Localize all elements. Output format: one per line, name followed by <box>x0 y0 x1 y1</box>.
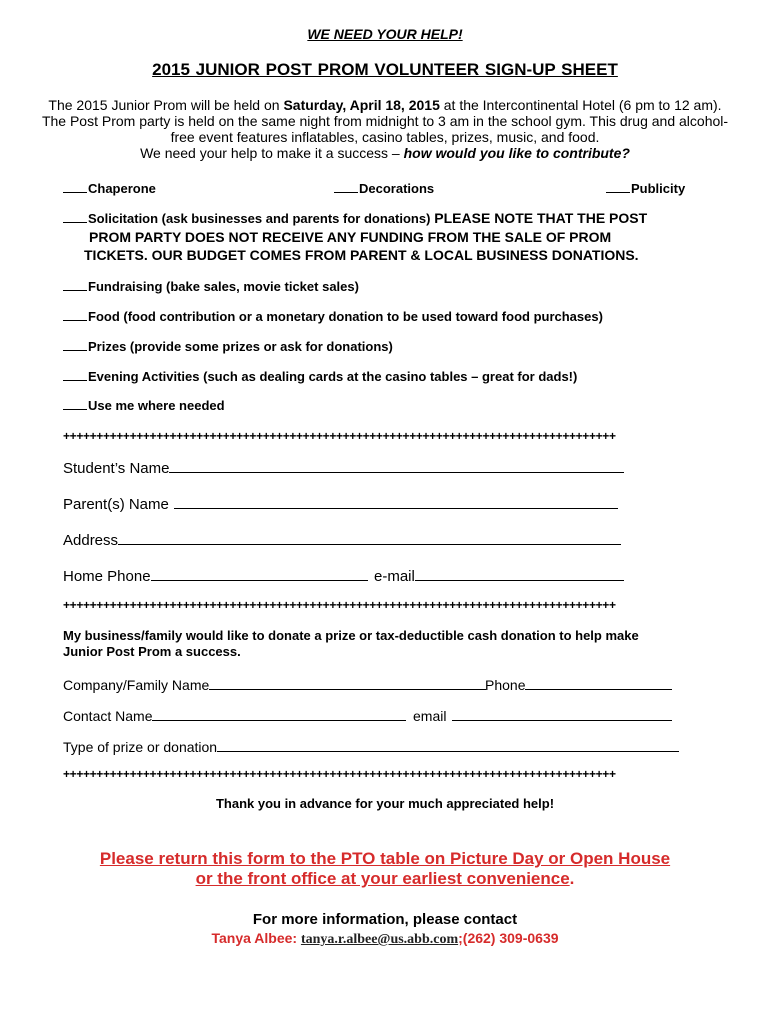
donation-email-field[interactable] <box>413 706 672 724</box>
intro-text-a: The 2015 Junior Prom will be held on <box>48 97 284 113</box>
return-line-1: Please return this form to the PTO table on Picture Day or Open House <box>99 849 671 868</box>
more-info-heading: For more information, please contact <box>252 911 518 928</box>
donation-statement-2: Junior Post Prom a success. <box>63 644 241 659</box>
field-label: Phone <box>485 677 526 693</box>
field-label: Student’s Name <box>63 460 170 477</box>
option-use-me[interactable] <box>63 397 225 413</box>
contact-phone: ;(262) 309-0639 <box>458 930 559 946</box>
return-period: . <box>569 869 575 888</box>
company-name-field[interactable] <box>63 675 486 693</box>
parent-name-field[interactable] <box>63 494 618 513</box>
option-solicitation[interactable] <box>63 210 647 228</box>
option-food[interactable] <box>63 308 603 324</box>
option-label: Fundraising (bake sales, movie ticket sales) <box>88 279 359 294</box>
address-field[interactable] <box>63 530 621 549</box>
option-fundraising[interactable] <box>63 278 359 294</box>
option-chaperone[interactable] <box>63 180 156 196</box>
email-field[interactable] <box>374 566 624 585</box>
option-prizes[interactable] <box>63 338 393 354</box>
separator: +++++++++++++++++++++++++++++++++++++++++++++++++++++++++++++++++++++++++++++++++++ <box>63 767 616 781</box>
separator: +++++++++++++++++++++++++++++++++++++++++++++++++++++++++++++++++++++++++++++++++++ <box>63 429 616 443</box>
option-label: Use me where needed <box>88 398 225 413</box>
field-label: e-mail <box>374 568 415 585</box>
help-heading: WE NEED YOUR HELP! <box>307 26 463 42</box>
field-label: email <box>413 708 447 724</box>
option-label: Publicity <box>631 181 686 196</box>
option-label: Decorations <box>359 181 435 196</box>
intro-question-lead: We need your help to make it a success – <box>140 145 404 161</box>
option-label: Food (food contribution or a monetary donation to be used toward food purchases) <box>88 309 603 324</box>
funding-note-2: PROM PARTY DOES NOT RECEIVE ANY FUNDING FROM THE SALE OF PROM <box>89 229 612 245</box>
contact-name-field[interactable] <box>63 706 406 724</box>
option-label: Evening Activities (such as dealing cards at the casino tables – great for dads!) <box>88 369 578 384</box>
intro-question: how would you like to contribute? <box>403 145 630 161</box>
field-label: Address <box>63 532 119 549</box>
field-label: Type of prize or donation <box>63 739 218 755</box>
field-label: Parent(s) Name <box>63 496 169 513</box>
return-instructions <box>0 849 770 889</box>
field-label: Contact Name <box>63 708 153 724</box>
option-publicity[interactable] <box>606 180 685 196</box>
intro-paragraph <box>40 97 730 161</box>
funding-note-3: TICKETS. OUR BUDGET COMES FROM PARENT & LOCAL BUSINESS DONATIONS. <box>84 247 639 263</box>
prize-type-field[interactable] <box>63 737 679 755</box>
separator: +++++++++++++++++++++++++++++++++++++++++++++++++++++++++++++++++++++++++++++++++++ <box>63 598 616 612</box>
option-evening-activities[interactable] <box>63 368 577 384</box>
option-label: Chaperone <box>88 181 156 196</box>
contact-name: Tanya Albee: <box>211 930 301 946</box>
field-label: Company/Family Name <box>63 677 210 693</box>
funding-note-1: PLEASE NOTE THAT THE POST <box>430 210 648 226</box>
intro-text-c: at the Intercontinental Hotel (6 pm to 12 am). The Post Prom party is held on the same night from midnight to 3 am in the school gym. This drug and alcohol-free event features inflatables, casino tables, prizes, music, and food. <box>41 97 729 145</box>
thank-you-note: Thank you in advance for your much appreciated help! <box>215 796 555 811</box>
student-name-field[interactable] <box>63 458 624 477</box>
field-label: Home Phone <box>63 568 151 585</box>
option-label: Solicitation (ask businesses and parents for donations) <box>88 211 431 226</box>
option-decorations[interactable] <box>334 180 434 196</box>
option-label: Prizes (provide some prizes or ask for donations) <box>88 339 393 354</box>
prom-date: Saturday, April 18, 2015 <box>283 97 440 113</box>
home-phone-field[interactable] <box>63 566 368 585</box>
contact-email-link[interactable]: tanya.r.albee@us.abb.com <box>300 932 459 947</box>
donation-statement-1: My business/family would like to donate a prize or tax-deductible cash donation to help make <box>63 628 639 643</box>
contact-line <box>0 930 770 948</box>
donation-phone-field[interactable] <box>485 675 672 693</box>
return-line-2: or the front office at your earliest convenience <box>195 869 570 888</box>
page-title: 2015 JUNIOR POST PROM VOLUNTEER SIGN-UP SHEET <box>152 60 618 79</box>
